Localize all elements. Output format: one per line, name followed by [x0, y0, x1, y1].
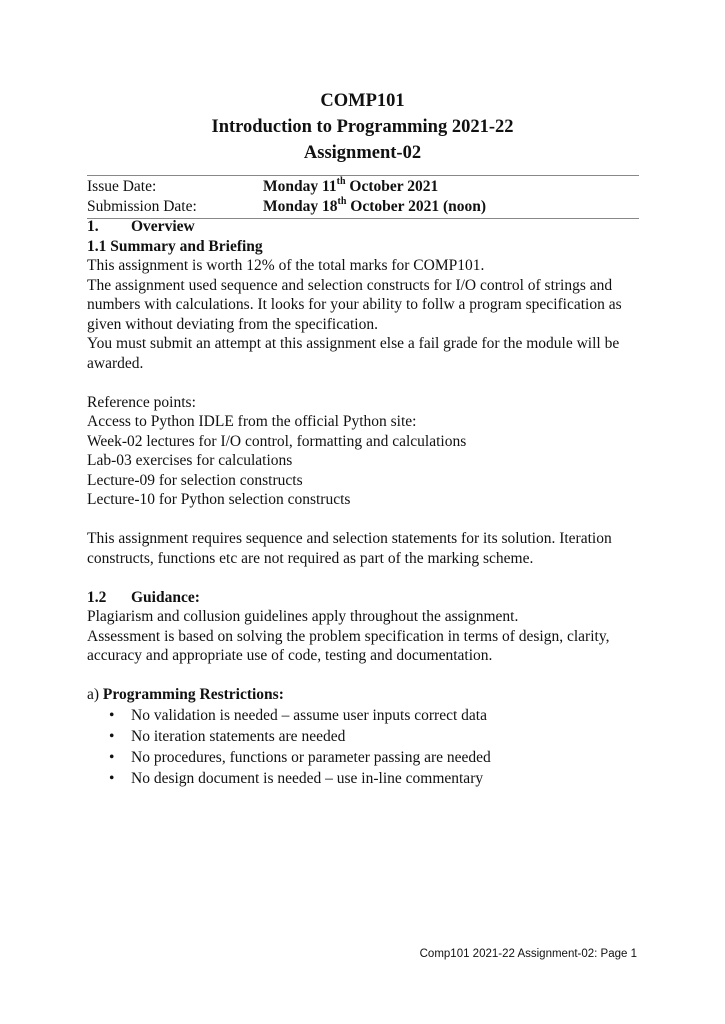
restrictions-list — [87, 705, 647, 789]
list-item-text: No design document is needed – use in-line commentary — [131, 769, 484, 787]
reference-item: Access to Python IDLE from the official Python site: — [87, 413, 417, 430]
overview-paragraph: You must submit an attempt at this assignment else a fail grade for the module will be awarded. — [87, 335, 620, 372]
guidance-paragraph: Assessment is based on solving the problem specification in terms of design, clarity, accuracy and appropriate use of code, testing and documentation. — [87, 627, 610, 664]
reference-item: Week-02 lectures for I/O control, formatting and calculations — [87, 432, 467, 450]
guidance-paragraph: Plagiarism and collusion guidelines apply throughout the assignment. — [87, 608, 519, 625]
list-item-text: No procedures, functions or parameter passing are needed — [131, 748, 491, 766]
submission-date-label: Submission Date: — [87, 198, 197, 215]
submission-date-ordinal: th — [337, 195, 347, 207]
issue-date-day: Monday 11 — [263, 178, 337, 195]
list-item — [87, 726, 647, 747]
list-item — [87, 705, 647, 726]
reference-item: Lecture-10 for Python selection constructs — [87, 491, 351, 508]
bullet-icon: • — [109, 706, 115, 724]
overview-paragraph: This assignment is worth 12% of the total marks for COMP101. — [87, 257, 485, 274]
reference-item: Lab-03 exercises for calculations — [87, 452, 293, 469]
reference-item: Lecture-09 for selection constructs — [87, 471, 303, 489]
issue-date-month: October 2021 — [345, 178, 439, 195]
reference-heading: Reference points: — [87, 393, 196, 411]
section-1-2-heading — [87, 588, 647, 608]
submission-date-day: Monday 18 — [263, 198, 338, 215]
requirements-paragraph: This assignment requires sequence and selection statements for its solution. Iteration constructs, functions etc are not required as part of the marking scheme. — [87, 530, 612, 567]
section-1-number: 1. — [87, 218, 99, 235]
section-1-2-title: Guidance: — [131, 588, 200, 606]
restrictions-prefix: a) — [87, 686, 103, 703]
section-1-1-heading: 1.1 Summary and Briefing — [87, 237, 263, 255]
issue-date-ordinal: th — [336, 175, 346, 187]
submission-date-value — [263, 197, 486, 217]
restrictions-heading — [87, 685, 647, 705]
dates-table — [87, 175, 639, 219]
course-title: Introduction to Programming 2021-22 — [211, 117, 514, 137]
list-item — [87, 747, 647, 768]
list-item-text: No iteration statements are needed — [131, 727, 346, 745]
section-1-title: Overview — [131, 218, 195, 235]
section-1-heading — [87, 217, 647, 237]
list-item — [87, 768, 647, 789]
submission-date-row — [87, 197, 639, 217]
bullet-icon: • — [109, 727, 115, 745]
overview-paragraph: The assignment used sequence and selection constructs for I/O control of strings and numbers with calculations. It looks for your ability to follw a program specification as given without deviating from the specification. — [87, 276, 622, 333]
bullet-icon: • — [109, 769, 115, 787]
issue-date-row — [87, 177, 639, 197]
bullet-icon: • — [109, 748, 115, 766]
course-code: COMP101 — [320, 91, 405, 111]
document-body — [87, 217, 647, 789]
submission-date-month: October 2021 (noon) — [346, 198, 487, 215]
title-block — [0, 88, 725, 166]
issue-date-value — [263, 177, 438, 197]
restrictions-title: Programming Restrictions: — [102, 686, 284, 703]
section-1-2-number: 1.2 — [87, 588, 107, 606]
assignment-title: Assignment-02 — [303, 143, 422, 163]
issue-date-label: Issue Date: — [87, 178, 157, 195]
page-footer: Comp101 2021-22 Assignment-02: Page 1 — [419, 948, 637, 960]
list-item-text: No validation is needed – assume user inputs correct data — [131, 706, 487, 724]
